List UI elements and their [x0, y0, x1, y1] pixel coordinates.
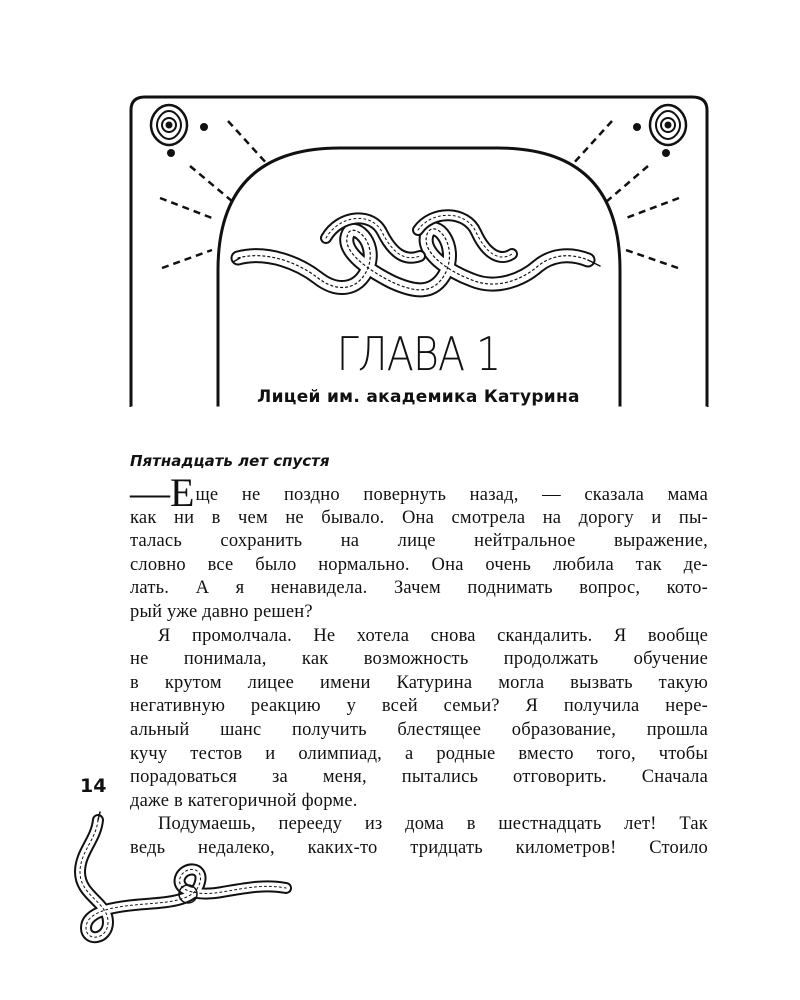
body-line: даже в категоричной форме.: [130, 790, 358, 811]
body-line: альный шанс получить блестящее образование, прошла: [130, 719, 708, 740]
body-line: негативную реакцию у всей семьи? Я получила нере-: [130, 696, 708, 717]
body-line: рый уже давно решен?: [130, 601, 313, 622]
chapter-subtitle: Лицей им. академика Катурина: [257, 387, 580, 407]
eye-amulet-icon: [151, 105, 187, 145]
body-line: талась сохранить на лице нейтральное выражение,: [130, 531, 708, 552]
body-line: кучу тестов и олимпиад, а родные вместо того, чтобы: [130, 743, 708, 764]
body-line: порадоваться за меня, пытались отговорить. Сначала: [130, 767, 708, 788]
serpent-illustration: [233, 215, 600, 290]
page-number: 14: [80, 775, 107, 797]
chapter-title: ГЛАВА 1: [336, 327, 501, 381]
body-line: —Еще не поздно повернуть назад, — сказала мама: [130, 470, 708, 515]
body-line: в крутом лицее имени Катурина могла вызвать такую: [130, 672, 708, 693]
eye-amulet-icon: [650, 105, 686, 145]
body-line: Подумаешь, перееду из дома в шестнадцать лет! Так: [158, 814, 708, 835]
serpent-illustration: [0, 805, 300, 950]
body-line: Я промолчала. Не хотела снова скандалить. Я вообще: [158, 625, 708, 646]
body-line: как ни в чем не бывало. Она смотрела на дорогу и пы-: [130, 507, 708, 528]
body-text: [130, 470, 708, 861]
body-line: лать. А я ненавидела. Зачем поднимать вопрос, кото-: [130, 578, 708, 599]
body-line: словно все было нормально. Она очень любила так де-: [130, 554, 708, 575]
section-heading: Пятнадцать лет спустя: [130, 452, 330, 470]
body-line: не понимала, как возможность продолжать обучение: [130, 649, 708, 670]
body-line: ведь недалеко, каких-то тридцать километров! Стоило: [130, 837, 708, 858]
drop-cap: —Е: [130, 470, 195, 515]
